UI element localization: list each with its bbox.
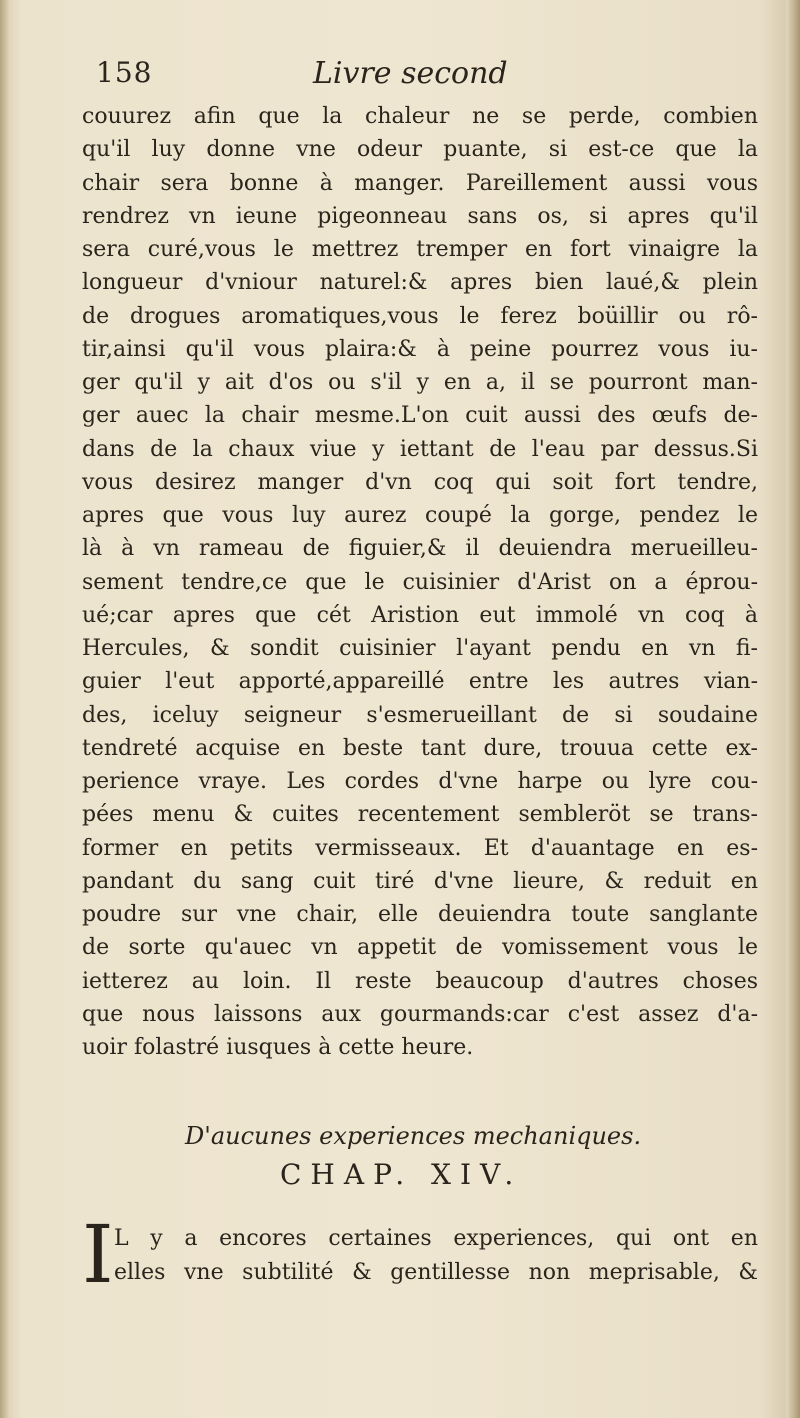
- text-line: de drogues aromatiques,vous le ferez boüillir ou rô-: [82, 303, 758, 329]
- text-line: elles vne subtilité & gentillesse non meprisable, &: [114, 1260, 758, 1285]
- text-line: dans de la chaux viue y iettant de l'eau par dessus.Si: [82, 436, 758, 462]
- chapter-title: D'aucunes experiences mechaniques.: [185, 1122, 642, 1150]
- page-header: [88, 56, 748, 96]
- text-line: apres que vous luy aurez coupé la gorge, pendez le: [82, 503, 758, 528]
- page-left-edge: [0, 0, 10, 1418]
- text-line: sement tendre,ce que le cuisinier d'Arist on a éprou-: [82, 569, 758, 595]
- text-line: vous desirez manger d'vn coq qui soit fort tendre,: [82, 469, 758, 495]
- text-line: couurez afin que la chaleur ne se perde, combien: [82, 104, 758, 129]
- text-line: ger qu'il y ait d'os ou s'il y en a, il se pourront man-: [82, 370, 758, 395]
- text-line: ué;car apres que cét Aristion eut immolé vn coq à: [82, 602, 758, 628]
- text-line: chair sera bonne à manger. Pareillement aussi vous: [82, 170, 758, 196]
- text-line: Hercules, & sondit cuisinier l'ayant pendu en vn fi-: [82, 636, 758, 661]
- text-line: tir,ainsi qu'il vous plaira:& à peine pourrez vous iu-: [82, 336, 758, 362]
- text-line: guier l'eut apporté,appareillé entre les autres vian-: [82, 669, 758, 695]
- text-line: qu'il luy donne vne odeur puante, si est-ce que la: [82, 137, 758, 163]
- text-line: rendrez vn ieune pigeonneau sans os, si apres qu'il: [82, 203, 758, 229]
- text-line: longueur d'vniour naturel:& apres bien laué,& plein: [82, 270, 758, 296]
- text-line: pées menu & cuites recentement sembleröt se trans-: [82, 802, 758, 828]
- text-line: uoir folastré iusques à cette heure.: [82, 1035, 474, 1060]
- text-line: former en petits vermisseaux. Et d'auantage en es-: [82, 835, 758, 861]
- page-number: 158: [96, 56, 153, 89]
- text-line: ger auec la chair mesme.L'on cuit aussi des œufs de-: [82, 403, 758, 429]
- text-line: L y a encores certaines experiences, qui ont en: [114, 1226, 758, 1251]
- text-line: des, iceluy seigneur s'esmerueillant de si soudaine: [82, 702, 758, 728]
- text-line: perience vraye. Les cordes d'vne harpe ou lyre cou-: [82, 769, 758, 794]
- text-line: tendreté acquise en beste tant dure, trouua cette ex-: [82, 735, 758, 761]
- chapter-heading: CHAP. XIV.: [280, 1158, 523, 1191]
- text-line: pandant du sang cuit tiré d'vne lieure, & reduit en: [82, 868, 758, 894]
- text-line: ietterez au loin. Il reste beaucoup d'autres choses: [82, 968, 758, 994]
- drop-cap: I: [82, 1208, 114, 1301]
- text-line: que nous laissons aux gourmands:car c'est assez d'a-: [82, 1001, 758, 1027]
- text-line: poudre sur vne chair, elle deuiendra toute sanglante: [82, 902, 758, 927]
- chapter-body: [82, 1208, 758, 1301]
- page-right-edge: [786, 0, 800, 1418]
- running-head: Livre second: [313, 56, 508, 91]
- body-text: [82, 100, 758, 1064]
- text-line: là à vn rameau de figuier,& il deuiendra merueilleu-: [82, 536, 758, 562]
- text-line: sera curé,vous le mettrez tremper en fort vinaigre la: [82, 237, 758, 262]
- text-line: de sorte qu'auec vn appetit de vomissement vous le: [82, 935, 758, 961]
